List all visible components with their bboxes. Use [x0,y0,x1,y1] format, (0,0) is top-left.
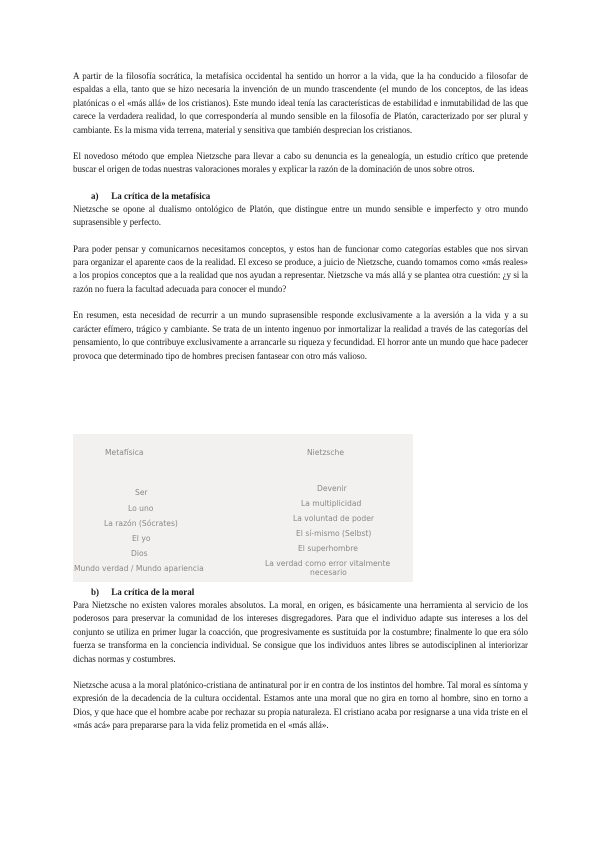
section-a-title: La crítica de la metafísica [111,190,211,201]
section-a-number: a) [91,190,99,201]
section-a-paragraph-1: Nietzsche se opone al dualismo ontológico de Platón, que distingue entre un mundo sensible e imperfecto y otro mundo suprasensible y perfecto. [73,203,528,228]
paragraph-gap [73,230,528,243]
comparison-figure [73,434,413,582]
figure-right-item: El superhombre [298,544,358,553]
intro-paragraph-2: El novedoso método que emplea Nietzsche para llevar a cabo su denuncia es la genealogía, un estudio crítico que pretende buscar el origen de todas nuestras valoraciones morales y explicar la razón de la dominación de unos sobre otros. [73,151,528,175]
figure-left-item: La razón (Sócrates) [104,519,178,528]
figure-left-title: Metafísica [105,448,144,457]
intro-paragraph-1: A partir de la filosofía socrática, la metafísica occidental ha sentido un horror a la vida, que la ha conducido a filosofar de espaldas a ella, tanto que se hizo necesaria la invención de un mundo trascendente (el mundo de los conceptos, de las ideas platónicas o el «más allá» de los cristianos). Este mundo ideal tenía las características de estabilidad e inmutabilidad de las que carece la verdadera realidad, lo que correspondería al mundo sensible en la filosofía de Platón, caracterizado por ser plural y cambiante. Es la misma vida terrena, material y sensitiva que también desprecian los cristianos. [73,71,528,135]
document-page [73,70,528,363]
section-a-paragraph-2: Para poder pensar y comunicarnos necesitamos conceptos, y estos han de funcionar como categorías estables que nos sirvan para organizar el aparente caos de la realidad. El exceso se produce, a juicio de Nietzsche, cuando tomamos como «más reales» a los propios conceptos que a la realidad que nos ayudan a representar. Nietzsche va más allá y se plantea otra cuestión: ¿y si la razón no fuera la facultad adecuada para conocer el mundo? [73,243,528,294]
figure-right-item: La verdad como error vitalmente [265,559,391,568]
figure-left-item: El yo [132,534,151,543]
figure-right-item: necesario [310,568,347,577]
figure-right-item: Devenir [317,484,347,493]
section-b-title: La crítica de la moral [111,587,195,597]
figure-right-title: Nietzsche [307,448,345,457]
figure-left-column [73,434,233,582]
figure-left-item: Lo uno [128,504,154,513]
figure-left-item: Ser [135,488,148,497]
section-a-paragraph-3: En resumen, esta necesidad de recurrir a un mundo suprasensible responde exclusivamente a la aversión a la vida y a su carácter efímero, trágico y cambiante. Se trata de un intento ingenuo por inmortalizar la realidad a través de las categorías del pensamiento, lo que contribuye exclusivamente a arrancarle su riqueza y fecundidad. El horror ante un mundo que hace padecer provoca que determinado tipo de hombres precisen fantasear con otro más valioso. [73,310,528,361]
section-b-heading [73,586,528,599]
section-b-number: b) [91,587,100,597]
figure-left-item: Mundo verdad / Mundo apariencia [74,564,204,573]
figure-right-item: El sí-mismo (Selbst) [296,529,372,538]
section-b-paragraph-2: Nietzsche acusa a la moral platónico-cristiana de antinatural por ir en contra de los instintos del hombre. Tal moral es síntoma y expresión de la decadencia de la cultura occidental. Estamos ante una moral que no gira en torno al hombre, sino en torno a Dios, y que hace que el hombre acabe por rechazar su propia naturaleza. El cristiano acaba por resignarse a una vida triste en el «más acá» para prepararse para la vida feliz prometida en el «más allá». [73,680,528,731]
paragraph-gap [73,296,528,309]
section-b-paragraph-1: Para Nietzsche no existen valores morales absolutos. La moral, en origen, es básicamente una herramienta al servicio de los poderosos para preservar la comunidad de los intereses disgregadores. Para que el individuo adapte sus intereses a los del conjunto se utiliza en primer lugar la coacción, que progresivamente es sustituida por la costumbre; finalmente lo que era sólo fuerza se transforma en la conciencia individual. Se consigue que los individuos antes libres se autodisciplinen al interiorizar dichas normas y costumbres. [73,600,528,664]
figure-left-item: Dios [131,549,148,558]
paragraph-gap [73,137,528,150]
figure-right-item: La multiplicidad [301,499,362,508]
figure-right-column [243,434,413,582]
figure-right-item: La voluntad de poder [293,514,375,523]
paragraph-gap [73,177,528,190]
section-a-heading [73,190,528,203]
document-page-continued [73,586,528,733]
paragraph-gap [73,666,528,679]
